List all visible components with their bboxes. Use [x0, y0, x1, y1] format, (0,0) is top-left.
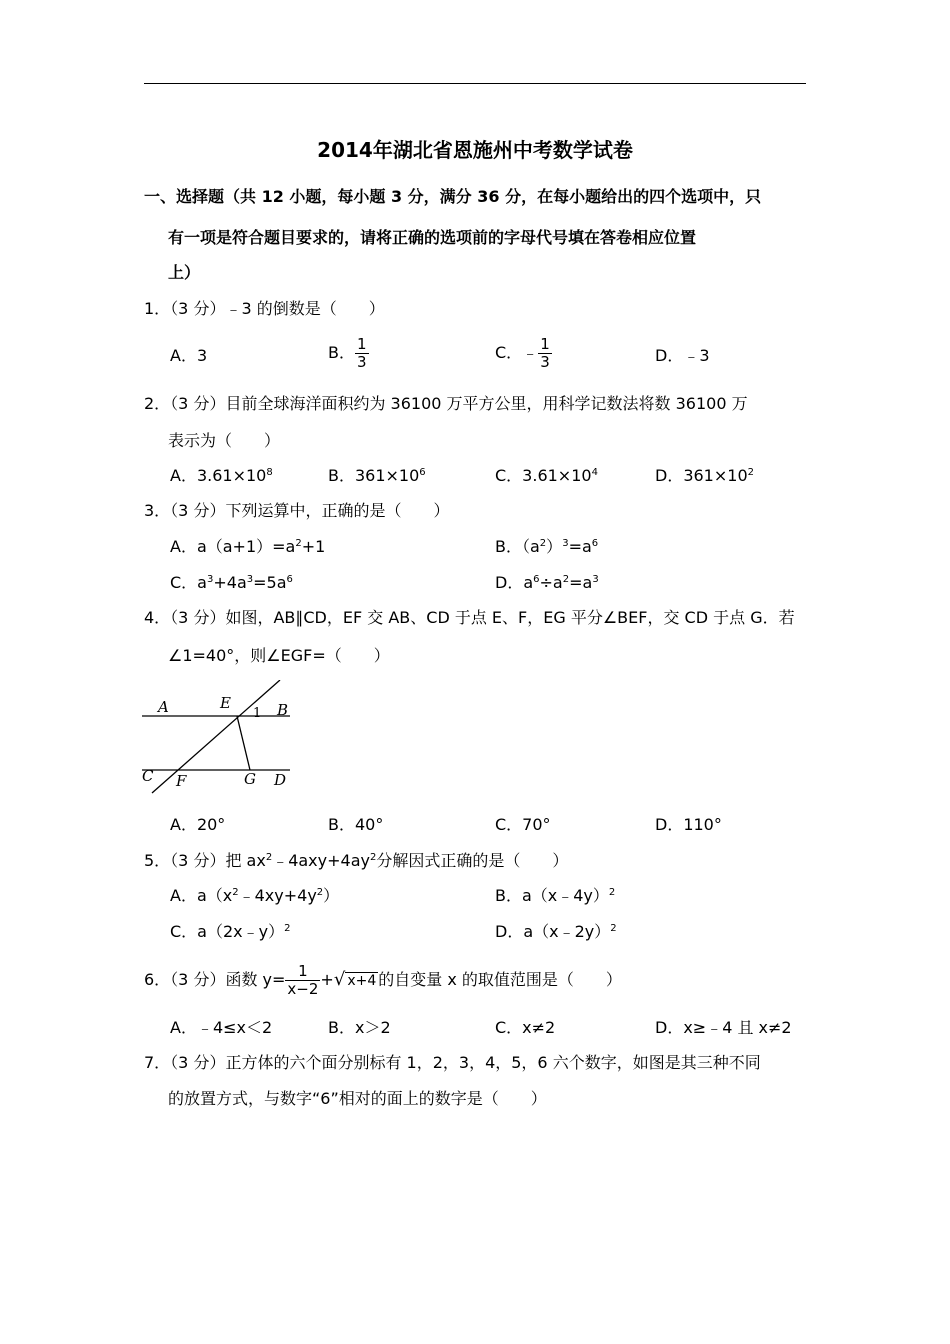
exponent: 3	[562, 538, 569, 549]
option-label: B．	[328, 343, 355, 362]
question-3-option-b	[495, 536, 598, 558]
fraction-denominator: x−2	[287, 980, 319, 998]
question-4-option-c: C．70°	[495, 815, 551, 834]
plus-sign: +	[320, 970, 334, 989]
exponent: 3	[592, 574, 599, 585]
question-2-option-b	[328, 465, 426, 487]
fraction-denominator: 3	[540, 353, 550, 371]
question-6-option-c: C．x≠2	[495, 1018, 556, 1037]
exponent: 2	[265, 852, 273, 863]
option-text: +4a	[213, 573, 247, 592]
section-heading-line-3: 上）	[168, 263, 201, 282]
stem-text: ﹣4axy+4ay	[272, 851, 370, 870]
option-text: B．361×10	[328, 466, 420, 485]
line-ef	[152, 680, 280, 793]
question-6-option-d: D．x≥﹣4 且 x≠2	[655, 1018, 792, 1037]
page-title: 2014年湖北省恩施州中考数学试卷	[317, 138, 633, 162]
label-b: B	[277, 701, 289, 719]
label-g: G	[244, 770, 256, 788]
question-5-option-c	[170, 921, 290, 943]
option-text: +1	[301, 537, 326, 556]
question-5-stem	[144, 850, 568, 872]
exponent: 4	[591, 467, 598, 478]
option-text: D．361×10	[655, 466, 748, 485]
question-5-option-b	[495, 885, 615, 907]
question-1-option-c	[495, 336, 552, 371]
exponent: 2	[747, 467, 755, 478]
fraction	[285, 963, 320, 998]
question-2-option-d	[655, 465, 754, 487]
fraction-denominator: 3	[356, 353, 367, 371]
question-2-line-2: 表示为（ ）	[168, 431, 281, 450]
label-angle-1: 1	[253, 706, 262, 721]
option-text: C．3.61×10	[495, 466, 592, 485]
stem-text: 分解因式正确的是（ ）	[376, 851, 569, 870]
question-6-option-a: A．﹣4≤x＜2	[170, 1018, 273, 1037]
question-3-option-c	[170, 572, 293, 594]
option-text: A．a（a+1）=a	[170, 537, 296, 556]
question-3-option-a	[170, 536, 325, 558]
option-text: C．a（2x﹣y）	[170, 922, 285, 941]
exponent: 6	[286, 574, 293, 585]
question-1-stem: 1．（3 分）﹣3 的倒数是（ ）	[144, 299, 385, 318]
label-f: F	[176, 772, 187, 790]
question-4-option-d: D．110°	[655, 815, 722, 834]
exponent: 2	[610, 923, 617, 934]
parallel-lines-figure	[140, 680, 300, 798]
header-rule	[144, 83, 806, 84]
option-text: ÷a	[539, 573, 563, 592]
exponent: 6	[419, 467, 426, 478]
question-3-stem: 3．（3 分）下列运算中，正确的是（ ）	[144, 501, 450, 520]
section-heading-line-1: 一、选择题（共 12 小题，每小题 3 分，满分 36 分，在每小题给出的四个选项中，只	[144, 187, 762, 206]
question-2-option-c	[495, 465, 598, 487]
option-text: ）	[323, 886, 340, 905]
section-heading-line-2: 有一项是符合题目要求的，请将正确的选项前的字母代号填在答卷相应位置	[168, 228, 697, 247]
exponent: 6	[591, 538, 599, 549]
label-e: E	[220, 694, 231, 712]
exponent: 8	[266, 467, 273, 478]
label-c: C	[142, 767, 154, 785]
stem-text: 5．（3 分）把 ax	[144, 851, 266, 870]
option-label: C．﹣	[495, 343, 539, 362]
exponent: 2	[539, 538, 547, 549]
question-6-option-b: B．x＞2	[328, 1018, 391, 1037]
question-1-option-d: D．﹣3	[655, 346, 710, 365]
exponent: 6	[533, 574, 540, 585]
fraction	[538, 336, 552, 371]
question-3-option-d	[495, 572, 599, 594]
option-text: ）	[546, 537, 563, 556]
option-text: ﹣4xy+4y	[238, 886, 317, 905]
fraction-numerator: 1	[540, 335, 550, 353]
question-4-line-2: ∠1=40°，则∠EGF=（ ）	[168, 646, 390, 665]
option-text: D．a	[495, 573, 534, 592]
radicand: x+4	[347, 973, 377, 989]
fraction	[355, 336, 369, 371]
option-text: =a	[568, 537, 592, 556]
exponent: 2	[295, 538, 302, 549]
question-7-line-2: 的放置方式，与数字“6”相对的面上的数字是（ ）	[168, 1089, 547, 1108]
option-text: A．a（x	[170, 886, 233, 905]
fraction-numerator: 1	[285, 963, 320, 981]
exponent: 3	[246, 574, 254, 585]
question-6-stem	[144, 960, 622, 1000]
stem-text: 6．（3 分）函数 y=	[144, 970, 286, 989]
question-5-option-a	[170, 885, 339, 907]
option-text: =a	[569, 573, 593, 592]
question-1-option-b	[328, 336, 369, 371]
option-text: D．a（x﹣2y）	[495, 922, 611, 941]
option-text: A．3.61×10	[170, 466, 267, 485]
option-text: B．a（x﹣4y）	[495, 886, 609, 905]
exponent: 2	[316, 887, 324, 898]
question-1-option-a: A．3	[170, 346, 208, 365]
option-text: B．（a	[495, 537, 540, 556]
exponent: 2	[562, 574, 570, 585]
sqrt-sign-icon: √	[333, 969, 346, 990]
question-4-option-b: B．40°	[328, 815, 384, 834]
exponent: 2	[608, 887, 616, 898]
exponent: 2	[232, 887, 239, 898]
exponent: 3	[206, 574, 214, 585]
exponent: 2	[284, 923, 291, 934]
option-text: =5a	[253, 573, 287, 592]
question-4-option-a: A．20°	[170, 815, 226, 834]
fraction-numerator: 1	[356, 335, 367, 353]
exponent: 2	[369, 852, 377, 863]
question-5-option-d	[495, 921, 617, 943]
question-7-line-1: 7．（3 分）正方体的六个面分别标有 1，2，3，4，5，6 六个数字，如图是其三种不同	[144, 1053, 761, 1072]
stem-text: 的自变量 x 的取值范围是（ ）	[378, 970, 622, 989]
line-eg	[237, 716, 250, 770]
question-2-line-1: 2．（3 分）目前全球海洋面积约为 36100 万平方公里，用科学记数法将数 36100 万	[144, 394, 748, 413]
question-2-option-a	[170, 465, 273, 487]
label-a: A	[158, 698, 169, 716]
question-4-line-1: 4．（3 分）如图，AB∥CD，EF 交 AB、CD 于点 E、F，EG 平分∠BEF，交 CD 于点 G．若	[144, 608, 795, 627]
label-d: D	[274, 771, 287, 789]
option-text: C．a	[170, 573, 207, 592]
